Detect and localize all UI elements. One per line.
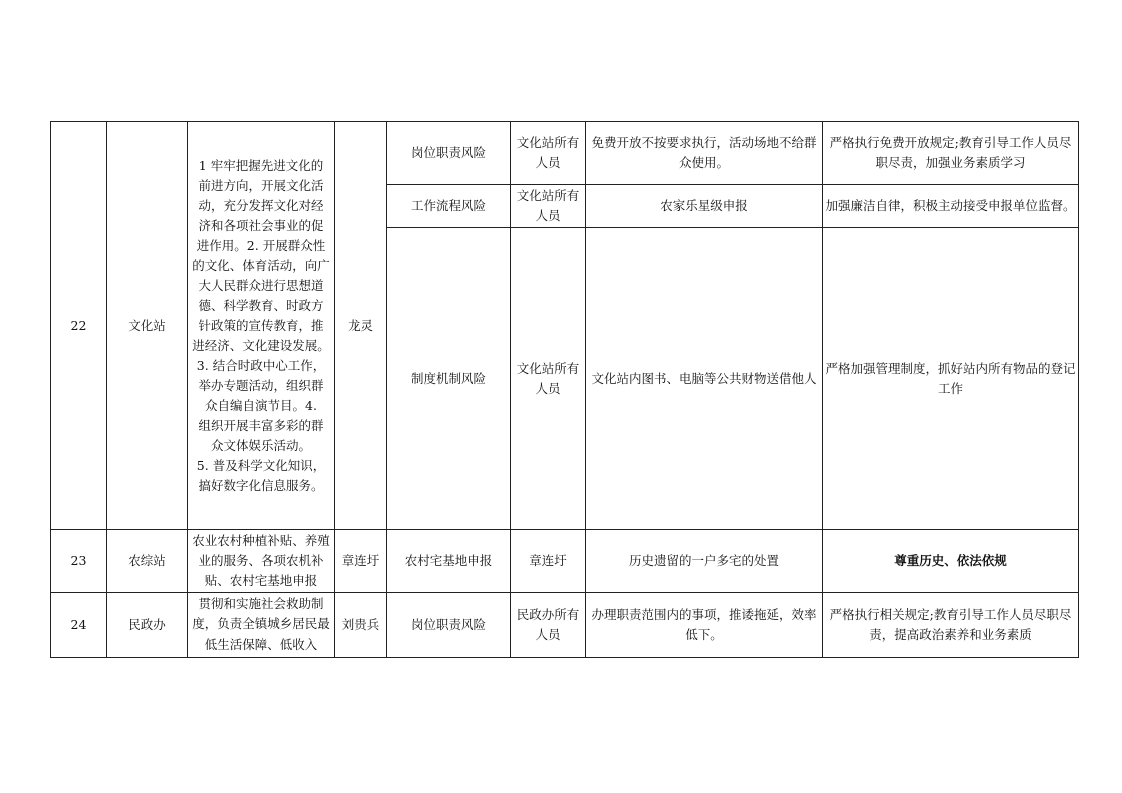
risk-table <box>50 121 1079 658</box>
row-number: 23 <box>51 530 107 593</box>
duty-description <box>188 593 335 658</box>
prevention-measure: 尊重历史、依法依规 <box>823 530 1079 593</box>
duty-line: 3. 结合时政中心工作， <box>196 357 326 373</box>
responsible-person: 龙灵 <box>335 122 387 530</box>
department-name: 民政办 <box>107 593 188 658</box>
prevention-measure: 严格执行免费开放规定;教育引导工作人员尽职尽责，加强业务素质学习 <box>823 122 1079 185</box>
risk-subject: 章连圩 <box>511 530 586 593</box>
risk-point: 办理职责范围内的事项，推诿拖延，效率低下。 <box>586 593 823 658</box>
duty-line: 进作用。2. 开展群众性 <box>196 237 326 253</box>
duty-line: 前进方向，开展文化活 <box>198 177 324 193</box>
table-row <box>51 530 1079 593</box>
table-row <box>51 593 1079 658</box>
risk-type: 农村宅基地申报 <box>387 530 511 593</box>
risk-subject: 文化站所有人员 <box>511 228 586 530</box>
prevention-measure: 加强廉洁自律，积极主动接受申报单位监督。 <box>823 185 1079 228</box>
duty-line: 的文化、体育活动，向广 <box>192 257 330 273</box>
duty-line: 搞好数字化信息服务。 <box>198 477 324 493</box>
duty-line: 动，充分发挥文化对经 <box>198 197 324 213</box>
duty-line: 5. 普及科学文化知识， <box>196 457 326 473</box>
row-number: 22 <box>51 122 107 530</box>
duty-line: 众文体娱乐活动。 <box>210 437 311 453</box>
duty-description: 农业农村种植补贴、养殖业的服务、各项农机补贴、农村宅基地申报 <box>188 530 335 593</box>
duty-line: 德、科学教育、时政方 <box>198 297 324 313</box>
duty-line: 针政策的宣传教育，推 <box>198 317 324 333</box>
responsible-person: 刘贵兵 <box>335 593 387 658</box>
duty-line: 举办专题活动，组织群 <box>198 377 324 393</box>
duty-line: 大人民群众进行思想道 <box>198 277 324 293</box>
duty-line: 组织开展丰富多彩的群 <box>198 417 324 433</box>
risk-type: 岗位职责风险 <box>387 593 511 658</box>
risk-point: 文化站内图书、电脑等公共财物送借他人 <box>586 228 823 530</box>
risk-point: 历史遗留的一户多宅的处置 <box>586 530 823 593</box>
risk-type: 岗位职责风险 <box>387 122 511 185</box>
risk-subject: 民政办所有人员 <box>511 593 586 658</box>
duty-description <box>188 122 335 530</box>
risk-subject: 文化站所有人员 <box>511 185 586 228</box>
responsible-person: 章连圩 <box>335 530 387 593</box>
table-row <box>51 122 1079 185</box>
risk-subject: 文化站所有人员 <box>511 122 586 185</box>
duty-line: 众自编自演节目。4. <box>205 397 317 413</box>
risk-type: 制度机制风险 <box>387 228 511 530</box>
department-name: 文化站 <box>107 122 188 530</box>
risk-type: 工作流程风险 <box>387 185 511 228</box>
duty-line: 1 牢牢把握先进文化的 <box>198 157 324 173</box>
department-name: 农综站 <box>107 530 188 593</box>
duty-text: 贯彻和实施社会救助制度，负责全镇城乡居民最低生活保障、低收入 <box>192 595 330 652</box>
duty-line: 进经济、文化建设发展。 <box>192 337 330 353</box>
risk-point: 免费开放不按要求执行，活动场地不给群众使用。 <box>586 122 823 185</box>
duty-line: 济和各项社会事业的促 <box>198 217 324 233</box>
prevention-measure: 严格加强管理制度，抓好站内所有物品的登记工作 <box>823 228 1079 530</box>
risk-point: 农家乐星级申报 <box>586 185 823 228</box>
prevention-measure: 严格执行相关规定;教育引导工作人员尽职尽责，提高政治素养和业务素质 <box>823 593 1079 658</box>
row-number: 24 <box>51 593 107 658</box>
